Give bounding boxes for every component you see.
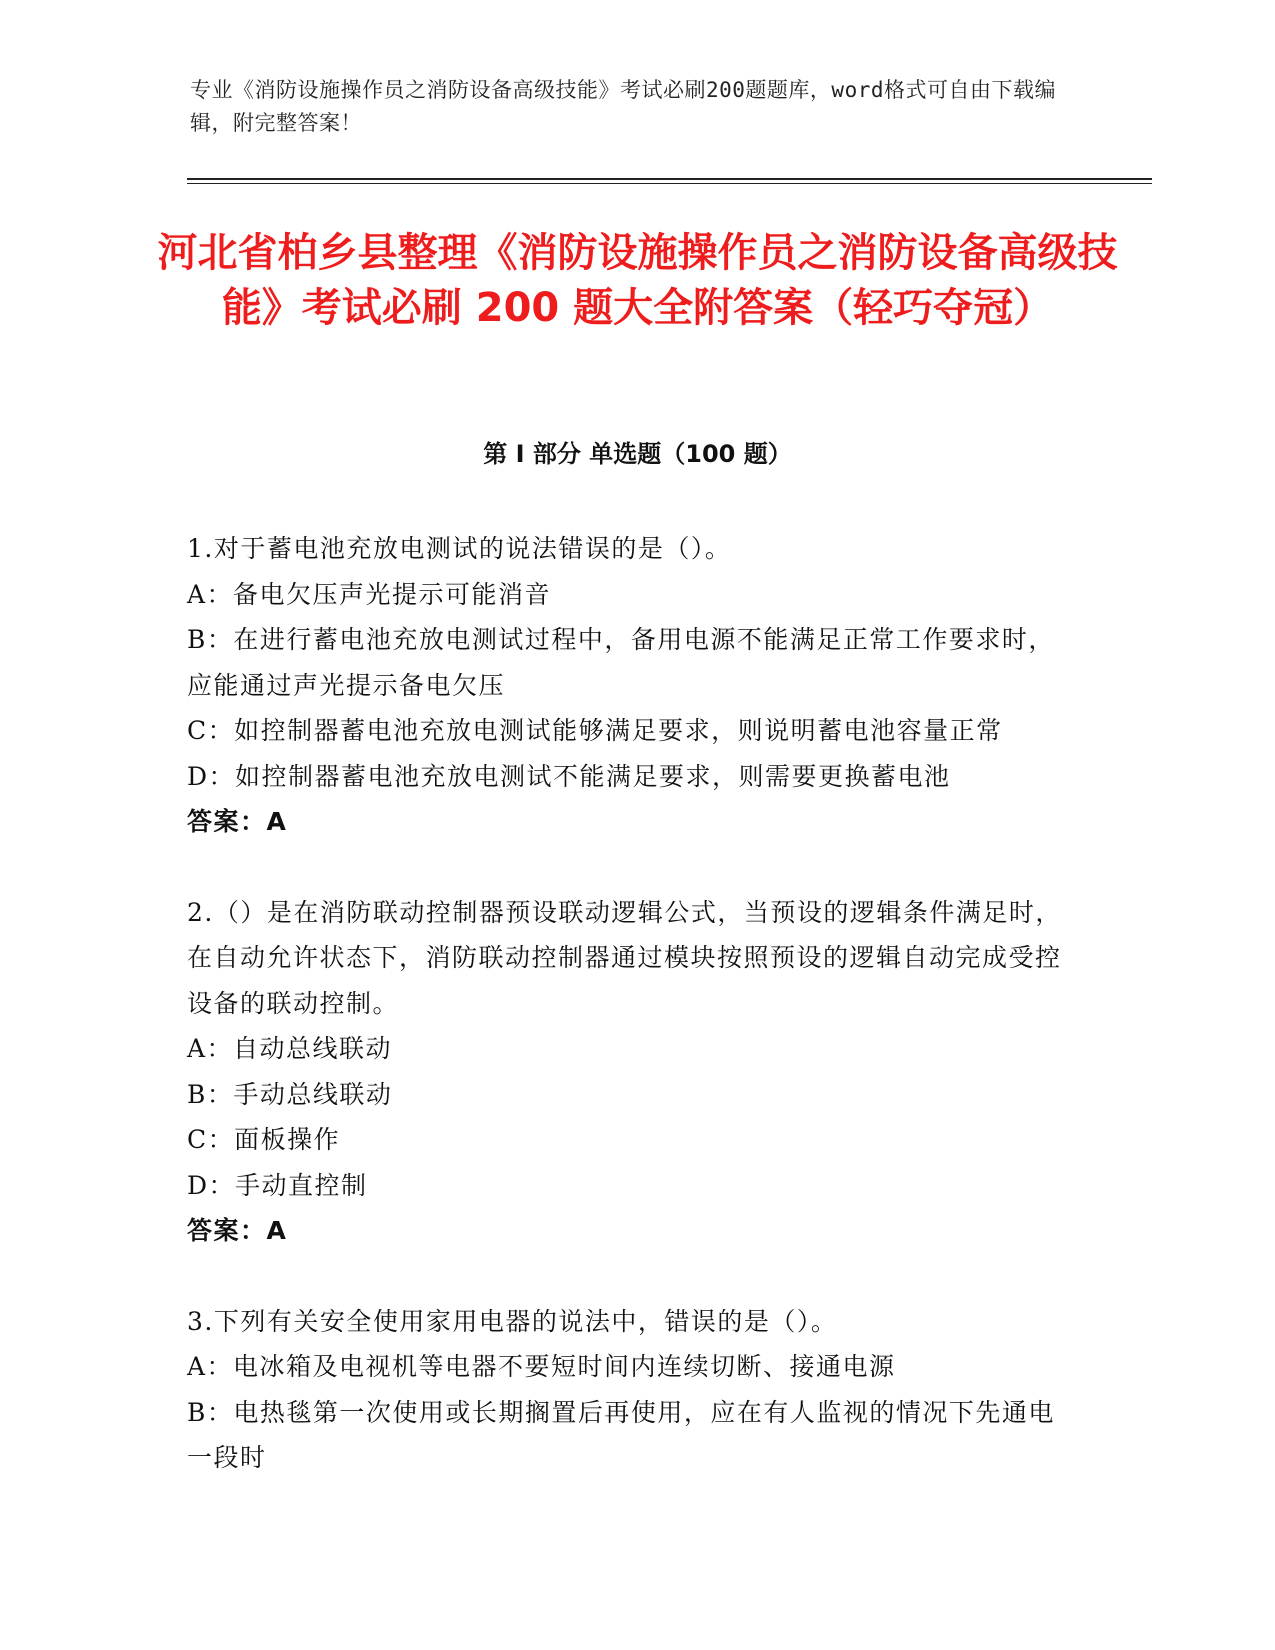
answer-line: 答案：A xyxy=(187,1216,288,1245)
header-divider-thick xyxy=(187,178,1152,180)
question-2 xyxy=(187,890,1072,1254)
option-c: C：面板操作 xyxy=(187,1125,341,1154)
document-title: 河北省柏乡县整理《消防设施操作员之消防设备高级技能》考试必刷 200 题大全附答案（轻巧夺冠） xyxy=(157,230,1118,331)
section-heading: 第 I 部分 单选题（100 题） xyxy=(483,440,792,468)
option-c: C：如控制器蓄电池充放电测试能够满足要求，则说明蓄电池容量正常 xyxy=(187,716,1003,745)
option-d: D：如控制器蓄电池充放电测试不能满足要求，则需要更换蓄电池 xyxy=(187,761,951,791)
option-d: D：手动直控制 xyxy=(187,1170,368,1200)
question-list xyxy=(187,526,1072,1526)
question-1 xyxy=(187,526,1072,845)
option-b: B：手动总线联动 xyxy=(187,1079,393,1109)
header-divider-thin xyxy=(187,183,1152,184)
option-b: B：电热毯第一次使用或长期搁置后再使用，应在有人监视的情况下先通电一段时 xyxy=(187,1397,1055,1472)
question-stem: 1.对于蓄电池充放电测试的说法错误的是（）。 xyxy=(187,534,732,563)
header-note: 专业《消防设施操作员之消防设备高级技能》考试必刷200题题库，word格式可自由下载编辑，附完整答案！ xyxy=(190,78,1056,135)
answer-line: 答案：A xyxy=(187,807,288,836)
option-a: A：备电欠压声光提示可能消音 xyxy=(187,579,552,609)
option-b: B：在进行蓄电池充放电测试过程中，备用电源不能满足正常工作要求时，应能通过声光提示备电欠压 xyxy=(187,625,1055,700)
question-3 xyxy=(187,1299,1072,1481)
option-a: A：电冰箱及电视机等电器不要短时间内连续切断、接通电源 xyxy=(187,1352,896,1381)
question-stem: 2.（）是在消防联动控制器预设联动逻辑公式，当预设的逻辑条件满足时，在自动允许状态下，消防联动控制器通过模块按照预设的逻辑自动完成受控设备的联动控制。 xyxy=(187,897,1062,1018)
question-stem: 3.下列有关安全使用家用电器的说法中，错误的是（）。 xyxy=(187,1306,838,1336)
option-a: A：自动总线联动 xyxy=(187,1034,393,1063)
